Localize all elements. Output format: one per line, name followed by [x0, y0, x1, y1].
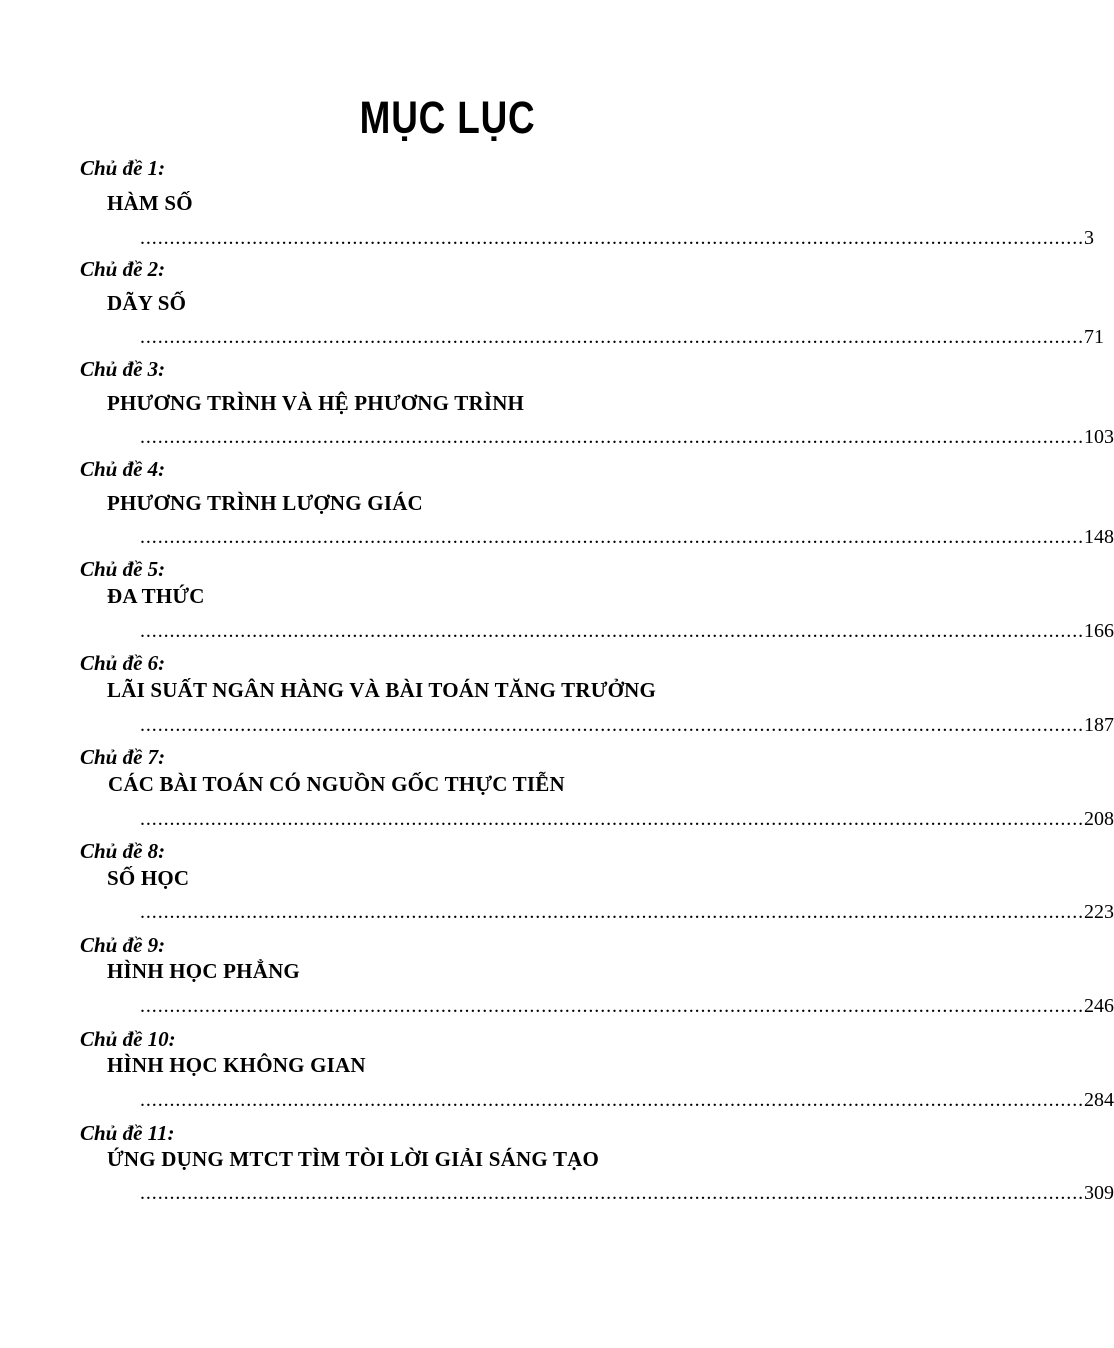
- entry-title: PHƯƠNG TRÌNH LƯỢNG GIÁC: [107, 491, 423, 515]
- dot-leader: ................................................................................................................................................................: [140, 426, 1084, 448]
- chapter-label: Chủ đề 4:: [80, 457, 166, 481]
- dot-leader-row: [140, 1087, 1114, 1113]
- chapter-label: Chủ đề 7:: [80, 745, 166, 769]
- chapter-label: Chủ đề 3:: [80, 357, 166, 381]
- entry-title: ĐA THỨC: [107, 584, 205, 608]
- page-number: 309: [1084, 1182, 1114, 1204]
- dot-leader-row: [140, 324, 1104, 350]
- dot-leader: ................................................................................................................................................................: [140, 714, 1084, 736]
- entry-title: SỐ HỌC: [107, 866, 190, 890]
- page-title: MỤC LỤC: [359, 92, 536, 143]
- page-number: 3: [1084, 227, 1094, 249]
- entry-title: LÃI SUẤT NGÂN HÀNG VÀ BÀI TOÁN TĂNG TRƯỞNG: [107, 678, 657, 702]
- dot-leader-row: [140, 806, 1114, 832]
- entry-title: HÌNH HỌC KHÔNG GIAN: [107, 1053, 366, 1077]
- chapter-label: Chủ đề 2:: [80, 257, 166, 281]
- entry-title: HÌNH HỌC PHẲNG: [107, 959, 300, 983]
- chapter-label: Chủ đề 8:: [80, 839, 166, 863]
- dot-leader-row: [140, 424, 1114, 450]
- entry-title: ỨNG DỤNG MTCT TÌM TÒI LỜI GIẢI SÁNG TẠO: [107, 1147, 600, 1171]
- page-number: 71: [1084, 326, 1104, 348]
- dot-leader: ................................................................................................................................................................: [140, 1089, 1084, 1111]
- entry-title: HÀM SỐ: [107, 191, 193, 215]
- page-number: 103: [1084, 426, 1114, 448]
- chapter-label: Chủ đề 9:: [80, 933, 166, 957]
- dot-leader: ................................................................................................................................................................: [140, 620, 1084, 642]
- dot-leader: ................................................................................................................................................................: [140, 526, 1084, 548]
- chapter-label: Chủ đề 6:: [80, 651, 166, 675]
- dot-leader-row: [140, 1180, 1114, 1206]
- page-number: 187: [1084, 714, 1114, 736]
- page-number: 223: [1084, 901, 1114, 923]
- dot-leader-row: [140, 618, 1114, 644]
- page-number: 208: [1084, 808, 1114, 830]
- dot-leader-row: [140, 712, 1114, 738]
- dot-leader-row: [140, 899, 1114, 925]
- page-number: 148: [1084, 526, 1114, 548]
- entry-title: DÃY SỐ: [107, 291, 187, 315]
- dot-leader: ................................................................................................................................................................: [140, 808, 1084, 830]
- page-number: 284: [1084, 1089, 1114, 1111]
- dot-leader-row: [140, 225, 1094, 251]
- chapter-label: Chủ đề 1:: [80, 156, 166, 180]
- entry-title: CÁC BÀI TOÁN CÓ NGUỒN GỐC THỰC TIỄN: [108, 772, 565, 796]
- dot-leader: ................................................................................................................................................................: [140, 326, 1084, 348]
- entry-title: PHƯƠNG TRÌNH VÀ HỆ PHƯƠNG TRÌNH: [107, 391, 525, 415]
- dot-leader: ................................................................................................................................................................: [140, 995, 1084, 1017]
- page-number: 246: [1084, 995, 1114, 1017]
- dot-leader-row: [140, 524, 1114, 550]
- chapter-label: Chủ đề 10:: [80, 1027, 176, 1051]
- dot-leader: ................................................................................................................................................................: [140, 227, 1084, 249]
- page-number: 166: [1084, 620, 1114, 642]
- dot-leader-row: [140, 993, 1114, 1019]
- chapter-label: Chủ đề 5:: [80, 557, 166, 581]
- dot-leader: ................................................................................................................................................................: [140, 901, 1084, 923]
- chapter-label: Chủ đề 11:: [80, 1121, 175, 1145]
- dot-leader: ................................................................................................................................................................: [140, 1182, 1084, 1204]
